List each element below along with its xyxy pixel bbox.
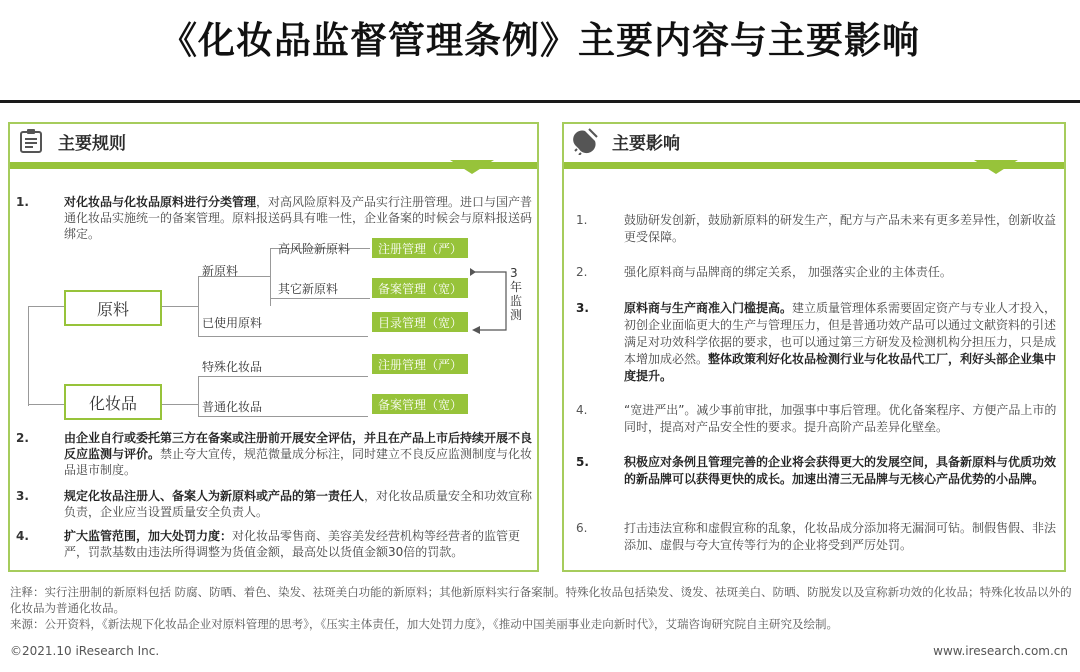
rule-item-bold: 对化妆品与化妆品原料进行分类管理 xyxy=(64,195,257,209)
rule-item-number: 1. xyxy=(16,195,29,209)
filing-loose-tag-2: 备案管理（宽） xyxy=(372,394,468,414)
rule-item-bold: 规定化妆品注册人、备案人为新原料或产品的第一责任人 xyxy=(64,489,365,503)
impact-item-4 xyxy=(576,402,1060,436)
connector-line xyxy=(28,306,29,406)
monitoring-arrow-icon xyxy=(470,268,510,336)
rule-item-3 xyxy=(16,488,536,520)
title-divider xyxy=(0,100,1080,103)
impact-item-number: 3. xyxy=(576,301,589,315)
rule-item-bold: 由企业自行或委托第三方在备案或注册前开展安全评估，并且在产品上市后持续开展不良反应监测与评价。 xyxy=(64,431,533,461)
impact-item-text: 建立质量管理体系需要固定资产与专业人才投入，初创企业面临更大的生产与管理压力，但是普通功效产品可以通过文献资料的引述满足对功效科学依据的要求，也可以通过第三方研发及检测机构分担压力，只是成本增加成必然。 xyxy=(624,301,1057,366)
normal-cosmetic-label: 普通化妆品 xyxy=(202,400,263,414)
impact-item-3 xyxy=(576,300,1060,385)
impact-item-5 xyxy=(576,454,1060,488)
used-raw-label: 已使用原料 xyxy=(202,316,263,330)
rule-item-4 xyxy=(16,528,536,560)
rule-item-text: 禁止夸大宣传，规范微量成分标注，同时建立不良反应监测制度与化妆品退市制度。 xyxy=(64,447,533,477)
rule-item-text: ，对高风险原料及产品实行注册管理。进口与国产普通化妆品实施统一的备案管理。原料报送码具有唯一性，企业备案的时候会与原料报送码绑定。 xyxy=(64,195,533,241)
clipboard-icon xyxy=(16,127,46,155)
copyright-text: ©2021.10 iResearch Inc. xyxy=(10,644,160,658)
website-link[interactable]: www.iresearch.com.cn xyxy=(933,644,1068,658)
impact-item-number: 5. xyxy=(576,455,589,469)
impacts-panel-header xyxy=(564,124,1064,158)
special-cosmetic-label: 特殊化妆品 xyxy=(202,360,263,374)
impact-item-text: 强化原料商与品牌商的绑定关系， 加强落实企业的主体责任。 xyxy=(624,265,952,279)
registration-strict-tag-2: 注册管理（严） xyxy=(372,354,468,374)
impact-item-number: 6. xyxy=(576,521,588,535)
impact-item-number: 1. xyxy=(576,213,588,227)
connector-line xyxy=(28,404,64,405)
impact-item-text: 积极应对条例且管理完善的企业将会获得更大的发展空间，具备新原料与优质功效的新品牌可以获得更快的成长。加速出清三无品牌与无核心产品优势的小品牌。 xyxy=(624,455,1057,486)
connector-line xyxy=(162,404,198,405)
monitoring-note: 3年监测 xyxy=(510,266,523,322)
impact-item-tail: 整体政策利好化妆品检测行业与化妆品代工厂，利好头部企业集中度提升。 xyxy=(624,352,1057,383)
rule-item-number: 4. xyxy=(16,529,29,543)
new-raw-label: 新原料 xyxy=(202,264,239,278)
page-title: 《化妆品监督管理条例》主要内容与主要影响 xyxy=(160,19,920,62)
magnet-icon xyxy=(570,127,600,155)
impact-item-2 xyxy=(576,264,1060,281)
cosmetic-box: 化妆品 xyxy=(64,384,162,420)
rule-item-2 xyxy=(16,430,536,478)
impact-item-1 xyxy=(576,212,1060,246)
connector-line xyxy=(198,376,368,377)
catalog-loose-tag: 目录管理（宽） xyxy=(372,312,468,332)
rule-item-number: 3. xyxy=(16,489,29,503)
impact-item-lead: 原料商与生产商准入门槛提高。 xyxy=(624,301,793,315)
rules-panel-header xyxy=(10,124,537,158)
filing-loose-tag: 备案管理（宽） xyxy=(372,278,468,298)
connector-line xyxy=(162,306,198,307)
connector-line xyxy=(198,376,199,416)
impact-item-6 xyxy=(576,520,1060,554)
impact-item-text: 鼓励研发创新，鼓励新原料的研发生产，配方与产品未来有更多差异性，创新收益更受保障。 xyxy=(624,213,1057,244)
connector-line xyxy=(198,336,368,337)
rule-item-1 xyxy=(16,194,536,242)
rules-header-notch xyxy=(450,160,494,174)
registration-strict-tag: 注册管理（严） xyxy=(372,238,468,258)
impact-item-number: 2. xyxy=(576,265,588,279)
source-text: 来源：公开资料，《新法规下化妆品企业对原料管理的思考》，《压实主体责任，加大处罚力度》，《推动中国美丽事业走向新时代》，艾瑞咨询研究院自主研究及绘制。 xyxy=(10,617,838,631)
footer xyxy=(0,640,1080,672)
high-risk-raw-label: 高风险新原料 xyxy=(278,242,351,256)
rule-item-bold: 扩大监管范围，加大处罚力度： xyxy=(64,529,233,543)
rule-item-text: ，对化妆品质量安全和功效宣称负责，企业应当设置质量安全负责人。 xyxy=(64,489,533,519)
impacts-header-notch xyxy=(974,160,1018,174)
connector-line xyxy=(270,298,370,299)
connector-line xyxy=(198,276,199,336)
other-new-raw-label: 其它新原料 xyxy=(278,282,339,296)
impacts-panel xyxy=(562,122,1066,572)
impact-item-text: “宽进严出”。减少事前审批，加强事中事后管理。优化备案程序、方便产品上市的同时，提高对产品安全性的要求。提升高阶产品差异化壁垒。 xyxy=(624,403,1057,434)
connector-line xyxy=(28,306,64,307)
notes-section xyxy=(10,584,1072,632)
rule-item-text: 对化妆品零售商、美容美发经营机构等经营者的监管更严，罚款基数由违法所得调整为货值金额，最高处以货值金额30倍的罚款。 xyxy=(64,529,521,559)
rules-panel-title: 主要规则 xyxy=(58,133,126,154)
rule-item-number: 2. xyxy=(16,431,29,445)
raw-material-box: 原料 xyxy=(64,290,162,326)
classification-diagram xyxy=(28,236,538,426)
impacts-panel-title: 主要影响 xyxy=(612,133,680,154)
note-text: 注释：实行注册制的新原料包括 防腐、防晒、着色、染发、祛斑美白功能的新原料；其他新原料实行备案制。特殊化妆品包括染发、烫发、祛斑美白、防晒、防脱发以及宣称新功效的化妆品；特殊化妆品以外的化妆品为普通化妆品。 xyxy=(10,585,1072,615)
impact-item-number: 4. xyxy=(576,403,588,417)
impact-item-text: 打击违法宣称和虚假宣称的乱象，化妆品成分添加将无漏洞可钻。制假售假、非法添加、虚假与夸大宣传等行为的企业将受到严厉处罚。 xyxy=(624,521,1057,552)
connector-line xyxy=(198,416,368,417)
